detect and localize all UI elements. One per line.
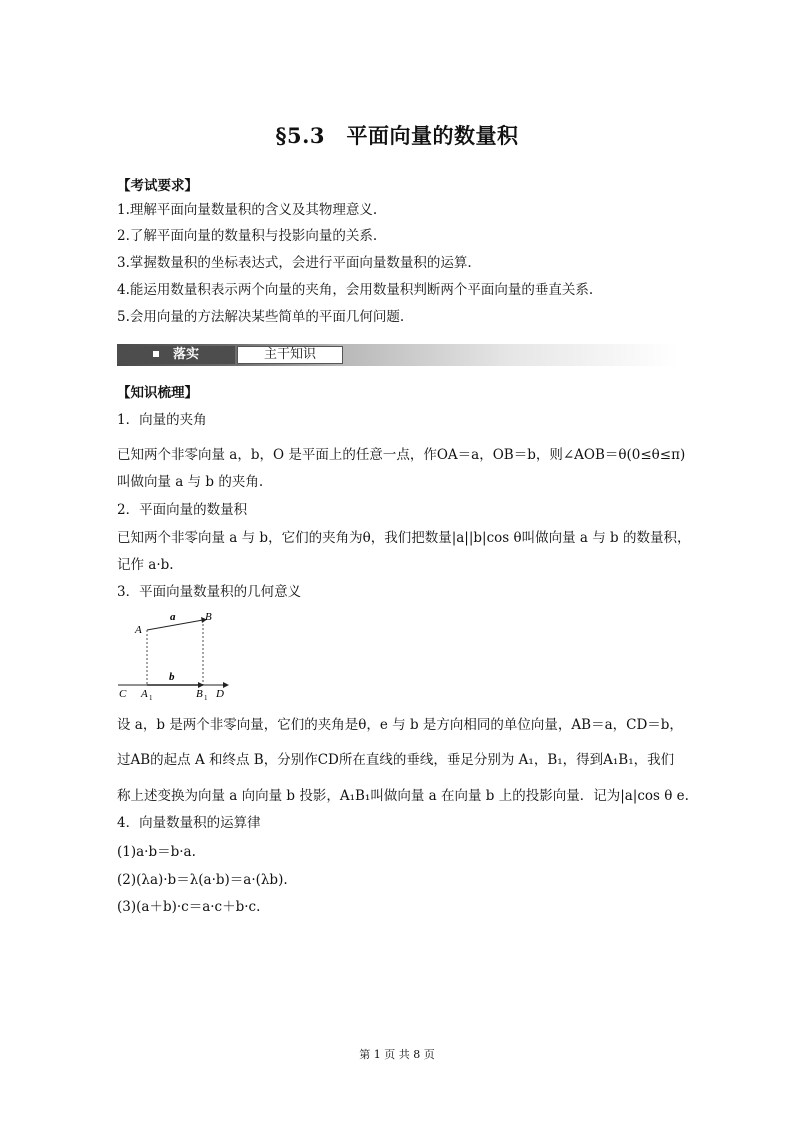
exam-requirement-item: 5.会用向量的方法解决某些简单的平面几何问题. xyxy=(117,309,405,325)
knowledge-heading: 【知识梳理】 xyxy=(117,385,198,401)
paragraph-line: 称上述变换为向量 a 向向量 b 投影，A₁B₁叫做向量 a 在向量 b 上的投影向量．记为|a|cos θ e. xyxy=(117,788,689,804)
paragraph-line: 叫做向量 a 与 b 的夹角. xyxy=(117,474,264,490)
exam-requirement-item: 4.能运用数量积表示两个向量的夹角，会用数量积判断两个平面向量的垂直关系. xyxy=(117,282,594,298)
label-d-point: D xyxy=(216,688,224,700)
page-title: §5.3 平面向量的数量积 xyxy=(275,123,519,148)
law-item: (1)a·b＝b·a. xyxy=(117,844,196,860)
paragraph-line: 已知两个非零向量 a 与 b，它们的夹角为θ，我们把数量|a||b|cos θ叫做向量 a 与 b 的数量积， xyxy=(117,530,691,546)
exam-requirements-heading: 【考试要求】 xyxy=(117,178,198,194)
paragraph-line: 记作 a·b. xyxy=(117,557,174,573)
law-item: (3)(a＋b)·c＝a·c＋b·c. xyxy=(117,899,261,915)
section-tab-secondary: 主干知识 xyxy=(237,346,343,364)
label-b1-subscript: 1 xyxy=(204,694,208,702)
subsection-title: 4．向量数量积的运算律 xyxy=(117,815,261,831)
label-c-point: C xyxy=(119,688,127,700)
label-vector-a: a xyxy=(170,611,176,623)
exam-requirement-item: 2.了解平面向量的数量积与投影向量的关系. xyxy=(117,228,378,244)
label-a-point: A xyxy=(135,624,142,636)
page-footer: 第 1 页 共 8 页 xyxy=(359,1048,435,1061)
label-a1-point: A xyxy=(141,688,148,700)
paragraph-line: 过AB的起点 A 和终点 B，分别作CD所在直线的垂线，垂足分别为 A₁，B₁，得到A₁B₁，我们 xyxy=(117,752,675,768)
law-item: (2)(λa)·b＝λ(a·b)＝a·(λb). xyxy=(117,872,288,888)
paragraph-line: 设 a，b 是两个非零向量，它们的夹角是θ，e 与 b 是方向相同的单位向量，AB＝a，CD＝b， xyxy=(117,717,683,733)
exam-requirement-item: 1.理解平面向量数量积的含义及其物理意义. xyxy=(117,202,378,218)
paragraph-line: 已知两个非零向量 a，b，O 是平面上的任意一点，作OA＝a，OB＝b，则∠AOB＝θ(0≤θ≤π) xyxy=(117,447,686,463)
subsection-title: 1．向量的夹角 xyxy=(117,412,207,428)
label-b-point: B xyxy=(205,611,212,623)
label-a1-subscript: 1 xyxy=(149,694,153,702)
exam-requirement-item: 3.掌握数量积的坐标表达式，会进行平面向量数量积的运算. xyxy=(117,255,472,271)
subsection-title: 3．平面向量数量积的几何意义 xyxy=(117,584,302,600)
section-tab-primary xyxy=(117,346,235,364)
square-bullet-icon xyxy=(153,351,159,357)
section-banner xyxy=(117,344,678,366)
projection-diagram xyxy=(115,606,240,702)
section-tab-primary-label: 落实 xyxy=(172,347,199,362)
label-vector-b: b xyxy=(169,671,175,683)
subsection-title: 2．平面向量的数量积 xyxy=(117,502,248,518)
label-b1-point: B xyxy=(196,688,203,700)
